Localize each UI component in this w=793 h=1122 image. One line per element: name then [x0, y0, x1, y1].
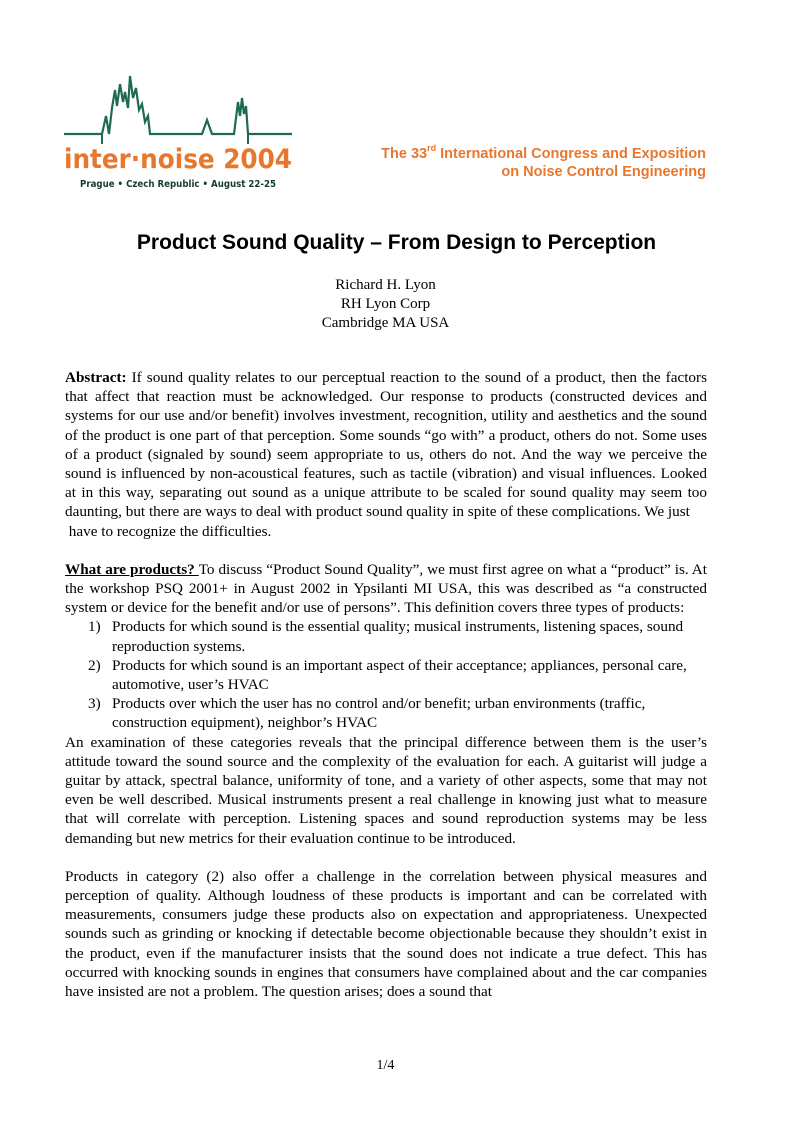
prague-skyline-icon: [64, 76, 292, 134]
logo-wordmark: inter·noise 2004: [64, 144, 292, 175]
congress-ordinal-suffix: rd: [427, 143, 437, 153]
list-item-number: 3): [88, 695, 101, 713]
author-name: Richard H. Lyon: [335, 277, 436, 293]
body-paragraph: An examination of these categories reveals that the principal difference between them is the user’s attitude toward the sound source and the complexity of the evaluation for each. A guitarist will judge a guitar by attack, spectral balance, uniformity of tone, and a variety of other aspects, some that may not even be well described. Musical instruments present a real challenge in knowing just what to measure that will correlate with perception. Listening spaces and sound reproduction systems may be less demanding but new metrics for their evaluation continue to be introduced.: [65, 733, 707, 847]
paper-body: [65, 368, 707, 1001]
abstract-text: If sound quality relates to our perceptual reaction to the sound of a product, then the factors that affect that reaction must be acknowledged. Our response to products (constructed devices and systems for our use and/or benefit) involves investment, recognition, utility and aesthetics and the sound of the product is one part of that perception. Some sounds “go with” a product, others do not. Some uses of a product (signaled by sound) seem appropriate to us, others do not. And the way we perceive the sound is influenced by non-acoustical features, such as tactile (vibration) and visual influences. Looked at in this way, separating out sound as a unique attribute to be scaled for sound quality may seem too daunting, but there are ways to deal with product sound quality in spite of these complications. We just: [65, 369, 707, 521]
list-item-number: 2): [88, 656, 101, 674]
internoise-logo-graphic: [62, 68, 294, 192]
abstract-paragraph: [65, 368, 707, 522]
congress-ordinal: The 33: [381, 145, 428, 162]
section-heading-products: What are products?: [65, 560, 199, 578]
congress-line-1: [381, 140, 706, 163]
author-block: [0, 276, 771, 333]
list-item: [65, 656, 707, 694]
author-affiliation: RH Lyon Corp: [340, 296, 431, 312]
list-item-text: Products for which sound is an important aspect of their acceptance; appliances, personal care, automotive, user’s HVAC: [112, 656, 687, 694]
congress-line-2: on Noise Control Engineering: [501, 164, 706, 181]
section-products-text: To discuss “Product Sound Quality”, we must first agree on what a “product” is. At the workshop PSQ 2001+ in August 2002 in Ypsilanti MI USA, this was described as “a constructed system or device for the benefit and/or use of persons”. This definition covers three types of products:: [65, 560, 707, 617]
list-item-number: 1): [88, 618, 101, 636]
internoise-logo: [62, 68, 294, 192]
author-location: Cambridge MA USA: [321, 315, 450, 331]
abstract-label: Abstract:: [65, 369, 127, 386]
section-products-intro: [65, 560, 707, 618]
body-paragraph: Products in category (2) also offer a challenge in the correlation between physical measures and perception of quality. Although loudness of these products is important and can be correlated with measurements, consumers judge these products also on expectation and appropriateness. Unexpected sounds such as grinding or knocking if detectable become objectionable because they shouldn’t exist in the product, even if the manufacturer insists that the sound does not indicate a true defect. This has occurred with knocking sounds in engines that consumers have complained about and the car companies have insisted are not a problem. The question arises; does a sound that: [65, 867, 707, 1001]
page-number: 1/4: [376, 1058, 395, 1073]
abstract-continuation: have to recognize the difficulties.: [65, 522, 272, 540]
congress-line-1-text: International Congress and Exposition: [436, 145, 706, 162]
list-item-text: Products for which sound is the essential quality; musical instruments, listening spaces, sound reproduction systems.: [112, 618, 684, 655]
congress-heading: [381, 140, 706, 182]
list-item-text: Products over which the user has no control and/or benefit; urban environments (traffic, construction equipment), neighbor’s HVAC: [112, 695, 646, 732]
logo-tagline: Prague • Czech Republic • August 22-25: [80, 179, 276, 190]
list-item: [65, 617, 707, 655]
product-types-list: [65, 617, 707, 732]
paper-title: Product Sound Quality – From Design to Perception: [136, 231, 657, 254]
list-item: [65, 694, 707, 732]
